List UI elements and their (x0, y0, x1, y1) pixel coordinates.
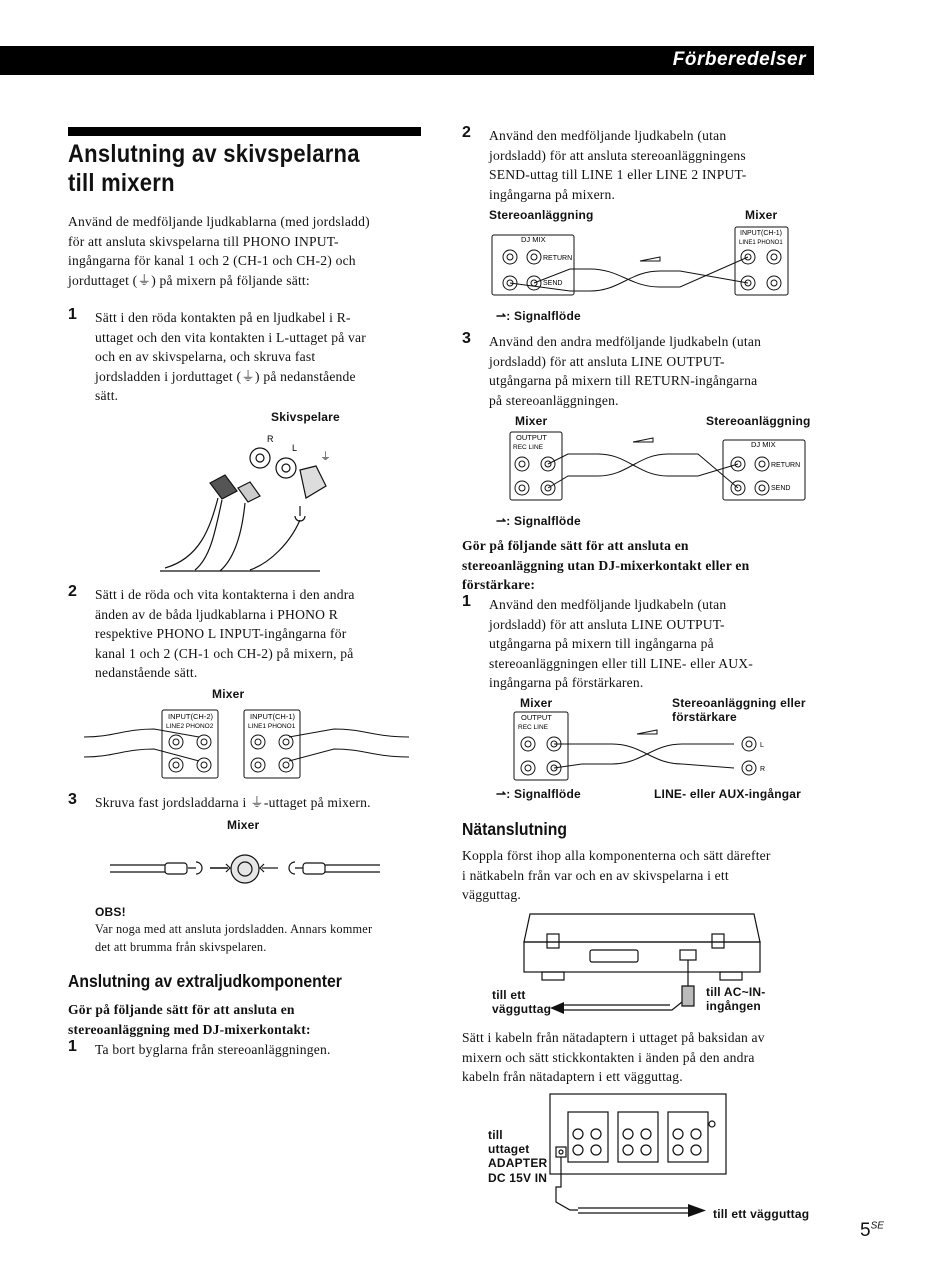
section2-step3 (489, 332, 819, 410)
intro-line: för att ansluta skivspelarna till PHONO INPUT- (68, 233, 339, 249)
step1-text (95, 308, 425, 406)
intro-line: Koppla först ihop alla komponenterna och sätt därefter (462, 848, 771, 863)
figA-djmix: DJ MIX (521, 235, 546, 244)
step-line: utgångarna på mixern till ingångarna på (489, 636, 714, 651)
figB-send: SEND (771, 485, 791, 492)
section2-step1: Ta bort byglarna från stereoanläggningen. (95, 1042, 331, 1057)
figB-return: RETURN (771, 462, 801, 469)
step-line: kanal 1 och 2 (CH-1 och CH-2) på mixern, på (95, 645, 354, 661)
figC-right-line: Stereoanläggning eller (672, 696, 806, 710)
step-line: jordsladd) för att ansluta LINE OUTPUT- (489, 616, 725, 632)
figB-output: OUTPUT (516, 433, 547, 442)
signal-arrow-icon: ⇀ (496, 787, 507, 801)
figB-left-label: Mixer (515, 414, 548, 428)
step-line: uttaget och den vita kontakten i L-uttaget på var (95, 329, 367, 345)
figC-left-label: Mixer (520, 696, 553, 710)
figD-left-line: till ett (492, 988, 526, 1002)
intro-line: jorduttaget (⏚) på mixern på följande sätt: (68, 272, 310, 288)
figD-left-line: vägguttag (492, 1002, 552, 1016)
figB-right-label: Stereoanläggning (706, 414, 811, 428)
page-number (860, 1220, 884, 1242)
turntable-cable-illustration (160, 428, 360, 573)
fig1-r-label: R (267, 434, 274, 444)
fig2-panel2-title: INPUT(CH-1) (250, 712, 295, 721)
section2-step2 (489, 126, 819, 204)
adapter-connection-illustration (548, 1092, 728, 1222)
obs-line: Var noga med att ansluta jordsladden. Annars kommer (95, 922, 373, 936)
fig2-panel2-cols: LINE1 PHONO1 (248, 723, 296, 730)
step-number: 1 (68, 1038, 77, 1055)
section2-subhead (68, 1000, 428, 1039)
intro-line: ingångarna för kanal 1 och 2 (CH-1 och CH-2) och (68, 253, 356, 268)
figE-left-line: uttaget (488, 1142, 530, 1157)
subhead-line: Gör på följande sätt för att ansluta en (462, 538, 689, 553)
figE-left-line: till (488, 1128, 503, 1142)
text-line: mixern och sätt stickkontakten i änden på den andra (462, 1049, 755, 1065)
step-line: ingångarna på förstärkaren. (489, 675, 644, 690)
figA-input: INPUT(CH-1) (740, 230, 782, 237)
step-number: 2 (68, 583, 77, 600)
figC-cols: REC LINE (518, 724, 548, 731)
wall-arrow-icon (688, 1204, 706, 1217)
signal-flow-legend (496, 787, 581, 801)
fig2-panel1-title: INPUT(CH-2) (168, 712, 213, 721)
figure-label-skivspelare: Skivspelare (271, 410, 340, 424)
figE-left-line: DC 15V IN (488, 1170, 548, 1185)
section2-step4 (489, 595, 819, 693)
step3-text: Skruva fast jordsladdarna i ⏚-uttaget på mixern. (95, 795, 371, 810)
figC-bottom-label: LINE- eller AUX-ingångar (654, 787, 802, 801)
text-line: Sätt i kabeln från nätadaptern i uttaget på baksidan av (462, 1030, 765, 1045)
intro-line: vägguttag. (462, 887, 522, 902)
figB-cols: REC LINE (513, 444, 543, 451)
step-line: änden av de båda ljudkablarna i PHONO R (95, 606, 338, 622)
section-title: Anslutning av skivspelarna till mixern (68, 140, 360, 197)
figD-right-line: till AC~IN- (706, 985, 766, 999)
figE-left-label (488, 1128, 547, 1185)
wall-arrow-icon (550, 1002, 564, 1014)
subhead-line: stereoanläggning med DJ-mixerkontakt: (68, 1021, 311, 1037)
figC-right-line: förstärkare (672, 710, 737, 724)
obs-line: det att brumma från skivspelaren. (95, 940, 267, 954)
step-line: Sätt i den röda kontakten på en ljudkabel i R- (95, 310, 351, 325)
section3-intro (462, 846, 822, 905)
step2-text (95, 585, 425, 683)
step-line: nedanstående sätt. (95, 665, 198, 680)
section3-title: Nätanslutning (462, 819, 568, 839)
figure-label-mixer-ground: Mixer (227, 818, 260, 832)
ground-screw-illustration (110, 845, 380, 893)
step-line: ingångarna på mixern. (489, 186, 616, 202)
page-number-suffix: SE (870, 1220, 884, 1232)
step-line: jordsladden i jorduttaget (⏚) på nedanstående (95, 368, 356, 384)
output-to-amplifier-illustration (512, 710, 782, 784)
header-title: Förberedelser (672, 49, 806, 70)
step-line: på stereoanläggningen. (489, 392, 619, 408)
figD-right-label (706, 985, 765, 1013)
signal-flow-legend (496, 309, 581, 323)
step-line: SEND-uttag till LINE 1 eller LINE 2 INPUT- (489, 167, 747, 182)
signal-flow-text: : Signalflöde (506, 787, 581, 801)
step-line: Sätt i de röda och vita kontakterna i den andra (95, 587, 355, 602)
subhead-line: stereoanläggning utan DJ-mixerkontakt eller en (462, 557, 750, 573)
signal-flow-text: : Signalflöde (506, 309, 581, 323)
text-line: kabeln från nätadaptern i ett vägguttag. (462, 1069, 683, 1084)
header-bar (0, 46, 814, 75)
fig1-l-label: L (292, 443, 298, 453)
step-line: jordsladd) för att ansluta stereoanläggningens (489, 147, 746, 163)
figE-right-label: till ett vägguttag (713, 1207, 810, 1221)
step-line: sätt. (95, 388, 119, 403)
figC-output: OUTPUT (521, 713, 552, 722)
subhead-line: förstärkare: (462, 577, 536, 592)
section2-title: Anslutning av extraljudkomponenter (68, 971, 342, 991)
intro-line: i nätkabeln från var och en av skivspelarna i ett (462, 867, 729, 883)
figC-r-label: R (760, 766, 766, 773)
figA-cols: LINE1 PHONO1 (739, 240, 783, 246)
ground-symbol: ⏚ (320, 451, 331, 463)
intro-paragraph (68, 212, 428, 290)
step-line: utgångarna på mixern till RETURN-ingångarna (489, 373, 758, 388)
obs-text (95, 920, 425, 956)
step-line: respektive PHONO L INPUT-ingångarna för (95, 626, 347, 641)
step-line: stereoanläggningen eller till LINE- eller AUX- (489, 655, 753, 671)
step-number: 1 (462, 593, 471, 610)
subhead-line: Gör på följande sätt för att ansluta en (68, 1002, 295, 1017)
signal-flow-text: : Signalflöde (506, 514, 581, 528)
figD-right-line: ingången (706, 999, 761, 1013)
signal-arrow-icon: ⇀ (496, 309, 507, 323)
output-to-return-illustration (508, 430, 808, 508)
title-rule (68, 127, 421, 136)
step-number: 3 (68, 791, 77, 808)
step-line: jordsladd) för att ansluta LINE OUTPUT- (489, 353, 725, 369)
step-line: och en av skivspelarna, och skruva fast (95, 349, 316, 364)
figC-l-label: L (760, 742, 764, 749)
section3-text2 (462, 1028, 822, 1087)
intro-line: Använd de medföljande ljudkablarna (med jordsladd) (68, 214, 370, 229)
step-line: Använd den medföljande ljudkabeln (utan (489, 128, 727, 143)
step-number: 1 (68, 306, 77, 323)
figA-left-label: Stereoanläggning (489, 208, 594, 222)
signal-flow-legend (496, 514, 581, 528)
figB-djmix: DJ MIX (751, 440, 776, 449)
figA-send: SEND (543, 280, 563, 287)
section2-subhead2 (462, 536, 822, 595)
figA-right-label: Mixer (745, 208, 778, 222)
figD-left-label (492, 988, 551, 1016)
obs-title: OBS! (95, 905, 126, 919)
step-number: 3 (462, 330, 471, 347)
figure-label-mixer: Mixer (212, 687, 245, 701)
step-line: Använd den andra medföljande ljudkabeln (utan (489, 334, 762, 349)
figA-return: RETURN (543, 255, 573, 262)
step-number: 2 (462, 124, 471, 141)
signal-arrow-icon: ⇀ (496, 514, 507, 528)
fig2-panel1-cols: LINE2 PHONO2 (166, 723, 214, 730)
step-line: Använd den medföljande ljudkabeln (utan (489, 597, 727, 612)
figE-left-line: ADAPTER (488, 1156, 548, 1171)
page-number-value: 5 (860, 1220, 871, 1241)
mixer-phono-input-illustration (84, 707, 409, 782)
send-to-line-illustration (490, 225, 790, 303)
